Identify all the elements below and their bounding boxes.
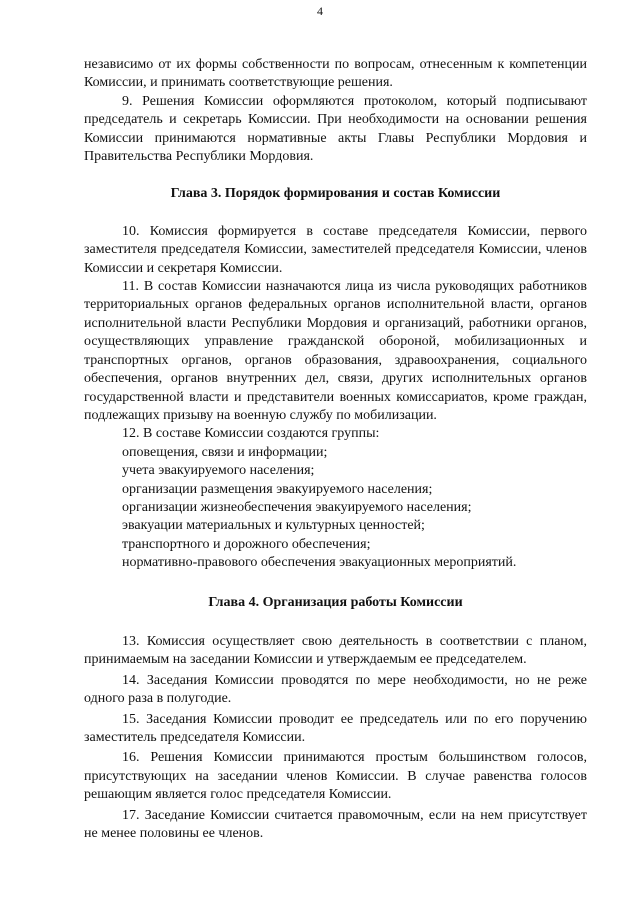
paragraph-11: 11. В состав Комиссии назначаются лица из числа руководящих работников территориальных органов федеральных органов исполнительной власти, органов исполнительной власти Республики Мордовия и организаций, работники органов, осуществляющих управление гражданской обороной, мобилизационных и транспортных органов, органов образования, здравоохранения, социального обеспечения, органов внутренних дел, связи, других исполнительных органов государственной власти и представители военных комиссариатов, кроме граждан, подлежащих призыву на военную службу по мобилизации. [84,279,587,423]
paragraph-14: 14. Заседания Комиссии проводятся по мере необходимости, но не реже одного раза в полугодие. [84,672,587,707]
group-item: учета эвакуируемого населения; [122,463,315,479]
chapter-4-title: Глава 4. Организация работы Комиссии [208,594,463,610]
group-item: транспортного и дорожного обеспечения; [122,536,371,552]
paragraph-13: 13. Комиссия осуществляет свою деятельность в соответствии с планом, принимаемым на заседании Комиссии и утверждаемым ее председателем. [84,633,587,668]
paragraph-17: 17. Заседание Комиссии считается правомочным, если на нем присутствует не менее половины ее членов. [84,807,587,842]
group-item: эвакуации материальных и культурных ценностей; [122,518,425,534]
group-item: организации размещения эвакуируемого населения; [122,481,433,497]
paragraph-12-intro: 12. В составе Комиссии создаются группы: [122,426,380,442]
paragraph-9: 9. Решения Комиссии оформляются протоколом, который подписывают председатель и секретарь Комиссии. При необходимости на основании решения Комиссии принимаются нормативные акты Главы Республики Мордовия и Правительства Республики Мордовия. [84,93,587,165]
group-item: оповещения, связи и информации; [122,444,328,460]
group-item: организации жизнеобеспечения эвакуируемого населения; [122,499,472,515]
chapter-3-title: Глава 3. Порядок формирования и состав Комиссии [170,186,501,202]
document-body [84,56,587,843]
group-item: нормативно-правового обеспечения эвакуационных мероприятий. [122,555,517,571]
groups-list [84,444,587,573]
page-number: 4 [317,4,323,18]
paragraph-8-continuation: независимо от их формы собственности по вопросам, отнесенным к компетенции Комиссии, и принимать соответствующие решения. [84,57,587,91]
paragraph-15: 15. Заседания Комиссии проводит ее председатель или по его поручению заместитель председателя Комиссии. [84,711,587,745]
paragraph-10: 10. Комиссия формируется в составе председателя Комиссии, первого заместителя председателя Комиссии, заместителей председателя Комиссии, членов Комиссии и секретаря Комиссии. [84,223,587,276]
paragraph-16: 16. Решения Комиссии принимаются простым большинством голосов, присутствующих на заседании членов Комиссии. В случае равенства голосов решающим является голос председателя Комиссии. [84,750,587,803]
